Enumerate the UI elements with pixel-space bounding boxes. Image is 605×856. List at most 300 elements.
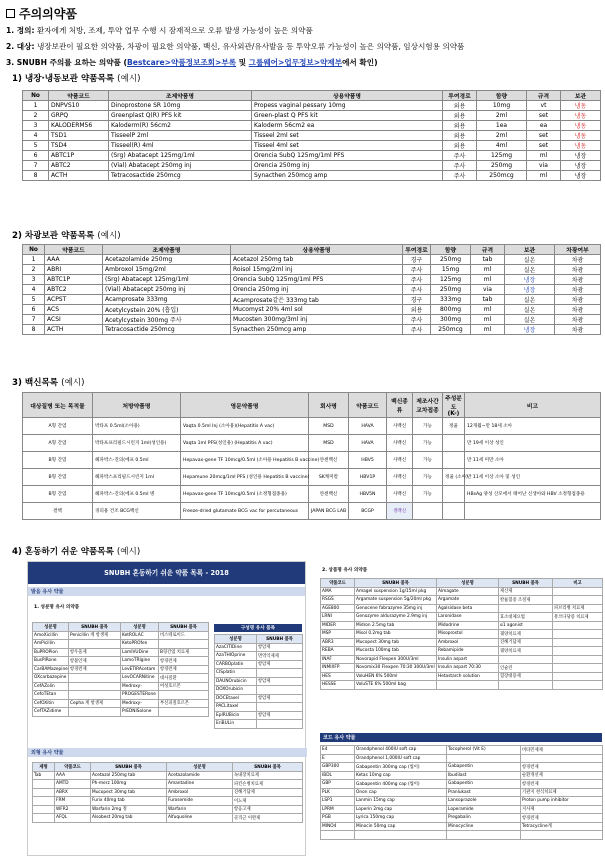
table-row [321, 604, 603, 613]
table-cell: 차광 [555, 315, 601, 325]
table-cell: OXcarbazepine [33, 674, 69, 683]
table-cell: 주사 [443, 151, 477, 161]
table-cell: 주사 [403, 325, 431, 335]
table-cell [553, 672, 603, 681]
table-cell: LamoTRIgine [121, 657, 159, 666]
column-header: 성분명 [33, 623, 69, 632]
table-cell: Lanmin 15mg cap [355, 797, 447, 806]
table-cell [553, 596, 603, 605]
table-row [33, 805, 303, 814]
table-row [23, 418, 601, 435]
table-row [23, 111, 601, 121]
table-row [23, 305, 601, 315]
table-cell: 항암제 [257, 643, 303, 652]
column-header: No [23, 91, 49, 101]
table-cell [499, 655, 553, 664]
table-cell: DOXOrubicin [215, 686, 257, 695]
table-cell [69, 682, 121, 691]
table-cell: E [321, 754, 355, 763]
table-row [33, 657, 209, 666]
table-cell: Pranlukast [447, 788, 521, 797]
table-row [215, 677, 303, 686]
table-cell: Argamate [437, 596, 499, 605]
table-cell: VoluSTE 6% 500ml bag [355, 681, 437, 690]
table-row [215, 711, 303, 720]
table-cell: 4ml [477, 141, 527, 151]
table-cell: ml [471, 325, 505, 335]
table-cell: 제산제 [499, 587, 553, 596]
table-cell: 250mg [431, 255, 471, 265]
column-header: 대상질병 또는 목적물 [23, 393, 93, 418]
table-cell: 정율 [443, 418, 465, 435]
table-cell: 외용 [443, 141, 477, 151]
table-cell: 차광 [555, 295, 601, 305]
table-cell: ml [471, 265, 505, 275]
table-cell: 파브리병 치료제 [553, 604, 603, 613]
table-row [321, 780, 603, 789]
table-cell: E4 [321, 746, 355, 755]
table-cell: 뮤코다당증 치료제 [553, 613, 603, 622]
table-cell: Synacthen 250mcg amp [231, 325, 403, 335]
table-cell [257, 669, 303, 678]
table-cell: CefoTEtan [33, 691, 69, 700]
table-header-row [23, 245, 601, 255]
table-cell: HAVA [349, 418, 387, 435]
column-header: 비고 [553, 579, 603, 588]
table-cell: 실온 [505, 295, 555, 305]
table-cell: AFQL [55, 814, 91, 823]
table-cell: 면역억제제 [257, 652, 303, 661]
page-title-text: 주의의약품 [19, 7, 77, 21]
column-header: SNUBH 품목 [499, 579, 553, 588]
table-cell: Tisseel 2ml set [252, 131, 443, 141]
table-cell: Loperamide [447, 805, 521, 814]
table-cell: GBP [321, 780, 355, 789]
table-row [321, 638, 603, 647]
table-cell: Greenplast Q(R) PFS kit [109, 111, 252, 121]
table-cell: 5 [23, 295, 45, 305]
column-header: 성분명 [215, 635, 257, 644]
table-cell: Orencia 250mg inj [252, 161, 443, 171]
table-cell: 기관지 천식치료제 [521, 788, 603, 797]
table-cell: 주사 [443, 171, 477, 181]
table-cell: B형 간염 [23, 486, 93, 503]
code-alike-table [320, 745, 603, 840]
table-cell: PROGESTERone [121, 691, 159, 700]
table-row [23, 295, 601, 305]
table-cell: 실온 [505, 305, 555, 315]
table-row [321, 788, 603, 797]
table-cell [69, 640, 121, 649]
table-cell: 2ml [477, 131, 527, 141]
table-cell: 칼륨혈증 조절제 [499, 596, 553, 605]
intro-target [6, 41, 464, 52]
table-row [23, 452, 601, 469]
table-row [321, 814, 603, 823]
table-cell: Green-plast Q PFS kit [252, 111, 443, 121]
table-cell: Tetracosactide 250mcg [109, 171, 252, 181]
table-cell: TisseelP 2ml [109, 131, 252, 141]
table-cell: Orandphenol 1,000IU soft cap [355, 754, 447, 763]
table-row [321, 672, 603, 681]
table-row [321, 647, 603, 656]
table-cell: 항경련제 [159, 657, 209, 666]
confusing-drugs-poster-right [316, 561, 605, 856]
table-cell: 가능 [413, 418, 443, 435]
table-cell: ABTC2 [45, 285, 103, 295]
table-cell: Onon cap [355, 788, 447, 797]
table-cell: α1 agonist [499, 621, 553, 630]
table-row [321, 621, 603, 630]
table-cell: (Srg) Abatacept 125mg/1ml [109, 151, 252, 161]
table-cell: set [527, 111, 561, 121]
table-cell [159, 691, 209, 700]
table-row [23, 255, 601, 265]
table-cell [521, 754, 603, 763]
table-cell: MSP [321, 630, 355, 639]
table-cell: 차광 [555, 265, 601, 275]
table-cell: 250mg [431, 285, 471, 295]
table-cell: 주사 [403, 315, 431, 325]
table-cell: Gabapentin [447, 780, 521, 789]
table-cell: 인슐린 [499, 664, 553, 673]
intro-snubh-and: 및 [236, 58, 249, 67]
column-header: SNUBH 품목 [69, 623, 121, 632]
table-cell: 혈장대용제 [499, 672, 553, 681]
table-cell: Acetylcystein 20% (흡입) [103, 305, 231, 315]
table-cell: 냉동 [561, 111, 601, 121]
table-row [33, 708, 209, 717]
table-row [33, 648, 209, 657]
table-cell [447, 831, 521, 840]
table-cell [443, 503, 465, 520]
table-cell: 가능 [413, 486, 443, 503]
table-cell: Mucopect 30mg tab [91, 788, 167, 797]
table-cell: LRNI [321, 613, 355, 622]
table-cell: 얀센백신 [309, 486, 349, 503]
table-row [23, 141, 601, 151]
table-cell: ACTH [45, 325, 103, 335]
table-row [33, 631, 209, 640]
table-cell: 주사 [403, 285, 431, 295]
table-cell: 이뇨제 [233, 797, 303, 806]
table-row [215, 686, 303, 695]
column-header: 규격 [527, 91, 561, 101]
table-cell [33, 814, 55, 823]
table-cell: RSGS [321, 596, 355, 605]
table-cell: 지사제 [521, 805, 603, 814]
column-header: 투여경로 [403, 245, 431, 255]
table-cell: 2 [23, 111, 49, 121]
section-4-title-text: 4) 혼동하기 쉬운 약품목록 [12, 547, 114, 557]
table-cell [69, 674, 121, 683]
table-cell [443, 435, 465, 452]
table-cell: Lansoprazole [447, 797, 521, 806]
table-cell: ml [527, 151, 561, 161]
table-cell: TSD1 [49, 131, 109, 141]
sound-alike-table [32, 622, 209, 717]
section-3-paren: (예시) [61, 378, 85, 388]
table-cell: Proton pump inhibitor [521, 797, 603, 806]
table-row [23, 171, 601, 181]
table-cell: Acamprosate 333mg [103, 295, 231, 305]
table-cell: HAVA [349, 435, 387, 452]
table-cell: 주사 [403, 265, 431, 275]
table-row [23, 315, 601, 325]
table-cell: 냉장 [561, 161, 601, 171]
section-4-title [12, 545, 140, 557]
table-row [23, 486, 601, 503]
table-row [33, 780, 303, 789]
table-cell: B형 간염 [23, 452, 93, 469]
intro-definition [6, 25, 313, 36]
table-cell: 2ml [477, 111, 527, 121]
intro-target-text: 냉장보관이 필요한 의약품, 차광이 필요한 의약품, 백신, 유사외관/유사발음 등 투약오류 가능성이 높은 의약품, 임상시험용 의약품 [34, 42, 465, 51]
table-cell: MSD [309, 418, 349, 435]
table-cell: HBsAg 양성 산모에서 태어난 신생아와 HBV 소정형접종용 [465, 486, 601, 503]
table-cell: Ambroxol 15mg/2ml [103, 265, 231, 275]
table-cell: 헤파박스-진의(에프 0.5ml 병 [93, 486, 181, 503]
poster-sub-a: 1. 성분명 유사 의약품 [34, 605, 80, 610]
table-cell: Tab [33, 771, 55, 780]
table-cell: 항암제 [257, 711, 303, 720]
table-row [321, 596, 603, 605]
table-cell: Ambroxol [167, 788, 233, 797]
table-row [23, 435, 601, 452]
table-cell [437, 681, 499, 690]
table-cell: AzaCITIDine [215, 643, 257, 652]
confusing-drugs-poster-left [27, 561, 306, 856]
column-header: 함량 [431, 245, 471, 255]
table-cell: Acetazolamide [167, 771, 233, 780]
table-cell: 사백신 [387, 469, 413, 486]
table-cell: vt [527, 101, 561, 111]
table-cell: Hepavax-gene TF 10mcg/0.5ml (소아용 Hepatitis B vaccine) [181, 452, 309, 469]
table-cell: 사백신 [387, 452, 413, 469]
table-cell: 정율 (소아) [443, 469, 465, 486]
table-cell: Alsobest 20mg tab [91, 814, 167, 823]
table-row [23, 469, 601, 486]
table-cell [521, 831, 603, 840]
column-header: 약품코드 [349, 393, 387, 418]
table-cell [553, 630, 603, 639]
table-cell: JAPAN BCG LAB [309, 503, 349, 520]
table-cell: Propess vaginal pessary 10mg [252, 101, 443, 111]
table-cell [33, 805, 55, 814]
table-cell: Argamate suspension 5g/20ml pkg [355, 596, 437, 605]
table-row [321, 805, 603, 814]
table-cell: HES [321, 672, 355, 681]
column-header: 약품코드 [45, 245, 103, 255]
column-header: 투여경로 [443, 91, 477, 101]
table-cell: PrEDNISolone [121, 708, 159, 717]
table-cell: B형간염 치료제 [159, 648, 209, 657]
table-cell: set [527, 141, 561, 151]
table-cell: KetoPROfen [121, 640, 159, 649]
table-cell: 외용 [443, 121, 477, 131]
table-cell: CISplatin [215, 669, 257, 678]
table-cell: 가능 [413, 435, 443, 452]
checkbox-square-icon [6, 9, 15, 18]
table-cell [33, 788, 55, 797]
table-cell: PGB [321, 814, 355, 823]
table-cell: Ibudilast [447, 771, 521, 780]
table-cell: ml [471, 305, 505, 315]
structure-alike-table [214, 634, 303, 729]
table-cell: CefOXitin [33, 699, 69, 708]
groupware-link[interactable]: 그룹웨어>업무정보>약제부 [248, 58, 343, 67]
column-header: 상용약품명 [252, 91, 443, 101]
table-cell [553, 638, 603, 647]
table-cell: Misoprostol [437, 630, 499, 639]
table-cell: ABTC2 [49, 161, 109, 171]
table-cell: 차광 [555, 285, 601, 295]
table-row [33, 640, 209, 649]
table-cell [69, 708, 121, 717]
table-cell [33, 780, 55, 789]
column-header: 약품코드 [55, 763, 91, 772]
table-cell: (Srg) Abatacept 125mg/1ml [103, 275, 231, 285]
table-row [33, 797, 303, 806]
table-cell: 8 [23, 325, 45, 335]
column-header: 약품코드 [321, 579, 355, 588]
table-cell: 333mg [431, 295, 471, 305]
table-cell: EpIRUBicin [215, 711, 257, 720]
column-header: 약품코드 [49, 91, 109, 101]
table-cell: BusPIRone [33, 657, 69, 666]
table-cell: Roisol 15mg/2ml inj [231, 265, 403, 275]
table-cell: Hepavax-gene TF 10mcg/0.5ml (소정형접종용) [181, 486, 309, 503]
table-cell: 파킨슨병치료제 [233, 780, 303, 789]
table-row [23, 285, 601, 295]
table-row [215, 643, 303, 652]
bestcare-link[interactable]: Bestcare>약품정보조회>부록 [127, 58, 237, 67]
table-cell: Midodrine [437, 621, 499, 630]
table-cell: 외용 [443, 131, 477, 141]
table-cell: Lyrica 150mg cap [355, 814, 447, 823]
table-cell: 항경련제 [159, 665, 209, 674]
column-header: 상용약품명 [231, 245, 403, 255]
column-header: SNUBH 품목 [257, 635, 303, 644]
table-cell: MINO4 [321, 822, 355, 831]
intro-snubh-label: 3. SNUBH 주의를 요하는 의약품 ( [6, 58, 128, 67]
table-cell: TSD4 [49, 141, 109, 151]
table-cell: AMTD [55, 780, 91, 789]
table-cell: Vaqta 1ml PFS(성인용) (Hepatitis A vac) [181, 435, 309, 452]
table-cell: Misol 0.2mg tab [355, 630, 437, 639]
table-row [321, 613, 603, 622]
column-header: 제조사간 교차접종 [413, 393, 443, 418]
table-cell: B형 간염 [23, 469, 93, 486]
table-cell: 실온 [505, 265, 555, 275]
table-cell: EriBULin [215, 720, 257, 729]
table-cell: 냉동 [561, 141, 601, 151]
table-row [321, 655, 603, 664]
table-cell: Amantadine [167, 780, 233, 789]
table-cell: Rebamipide [437, 647, 499, 656]
table-row [321, 664, 603, 673]
table-cell [321, 831, 355, 840]
table-cell [159, 640, 209, 649]
intro-definition-label: 1. 정의: [6, 26, 35, 35]
table-row [23, 275, 601, 285]
table-cell: MIDER [321, 621, 355, 630]
table-cell: Alfuquoline [167, 814, 233, 823]
table-cell: 항암제 [257, 694, 303, 703]
table-cell: Acetazol 250mg tab [231, 255, 403, 265]
section-1-title-text: 1) 냉장·냉동보관 약품목록 [12, 74, 115, 84]
column-header: SNUBH 품목 [233, 763, 303, 772]
intro-definition-text: 환자에게 처방, 조제, 투약 업무 수행 시 잠재적으로 오류 발생 가능성이 높은 의약품 [34, 26, 313, 35]
table-cell: INAF [321, 655, 355, 664]
table-row [33, 814, 303, 823]
table-cell: 경구 [403, 255, 431, 265]
table-cell: Synacthen 250mcg amp [252, 171, 443, 181]
table-cell: Mucosta 100mg tab [355, 647, 437, 656]
table-cell: ABRI [45, 265, 103, 275]
table-cell: 생백신 [387, 503, 413, 520]
table-cell: 외용 [443, 111, 477, 121]
table-cell: 냉장 [505, 275, 555, 285]
table-cell: INMIXFP [321, 664, 355, 673]
table-cell: 항불안제 [69, 657, 121, 666]
table-cell: Warfarin [167, 805, 233, 814]
table-cell: Mucosten 300mg/3ml inj [231, 315, 403, 325]
table-row [215, 660, 303, 669]
table-cell: Laronidase [437, 613, 499, 622]
table-cell: GBP300 [321, 763, 355, 772]
poster-right-label: 2. 상품명 유사 의약품 [322, 568, 368, 573]
column-header: 성분명 [437, 579, 499, 588]
table-cell: Kaloderm 56cm2 ea [252, 121, 443, 131]
table-cell [413, 503, 443, 520]
table-row [321, 822, 603, 831]
table-cell: 8 [23, 171, 49, 181]
table-cell: 15mg [431, 265, 471, 275]
table-cell: 5 [23, 141, 49, 151]
table-cell: Tetracycline계 [521, 822, 603, 831]
section-4-paren: (예시) [116, 547, 141, 557]
table-cell: Tocopherol (Vit E) [447, 746, 521, 755]
table-cell: HBV1P [349, 469, 387, 486]
table-header-row [23, 393, 601, 418]
table-cell: 경피용 건조 BCG백신 [93, 503, 181, 520]
table-cell [443, 486, 465, 503]
table-row [215, 669, 303, 678]
table-cell [465, 503, 601, 520]
table-cell: 사백신 [387, 435, 413, 452]
table-cell: AmoXicillin [33, 631, 69, 640]
table-cell: ACTH [49, 171, 109, 181]
table-cell: 7 [23, 315, 45, 325]
table-cell: 박타프프리필드시린지 1ml(성인용) [93, 435, 181, 452]
table-row [23, 131, 601, 141]
table-cell: 만 19세 이상 성인 [465, 435, 601, 452]
table-cell: 외용 [443, 101, 477, 111]
table-cell: Hepamune 20mcg/1ml PFS (성인용 Hepatitis B vaccine) [181, 469, 309, 486]
table-cell: Tetracosactide 250mcg [103, 325, 231, 335]
table-cell: tab [471, 255, 505, 265]
table-cell: Acetazol 250mg tab [91, 771, 167, 780]
column-header: 영문약품명 [181, 393, 309, 418]
table-cell [553, 664, 603, 673]
table-cell: 실온 [505, 255, 555, 265]
table-cell: 2 [23, 265, 45, 275]
table-cell: HBV5N [349, 486, 387, 503]
table-row [23, 121, 601, 131]
table-cell: AGE800 [321, 604, 355, 613]
table-cell [257, 720, 303, 729]
